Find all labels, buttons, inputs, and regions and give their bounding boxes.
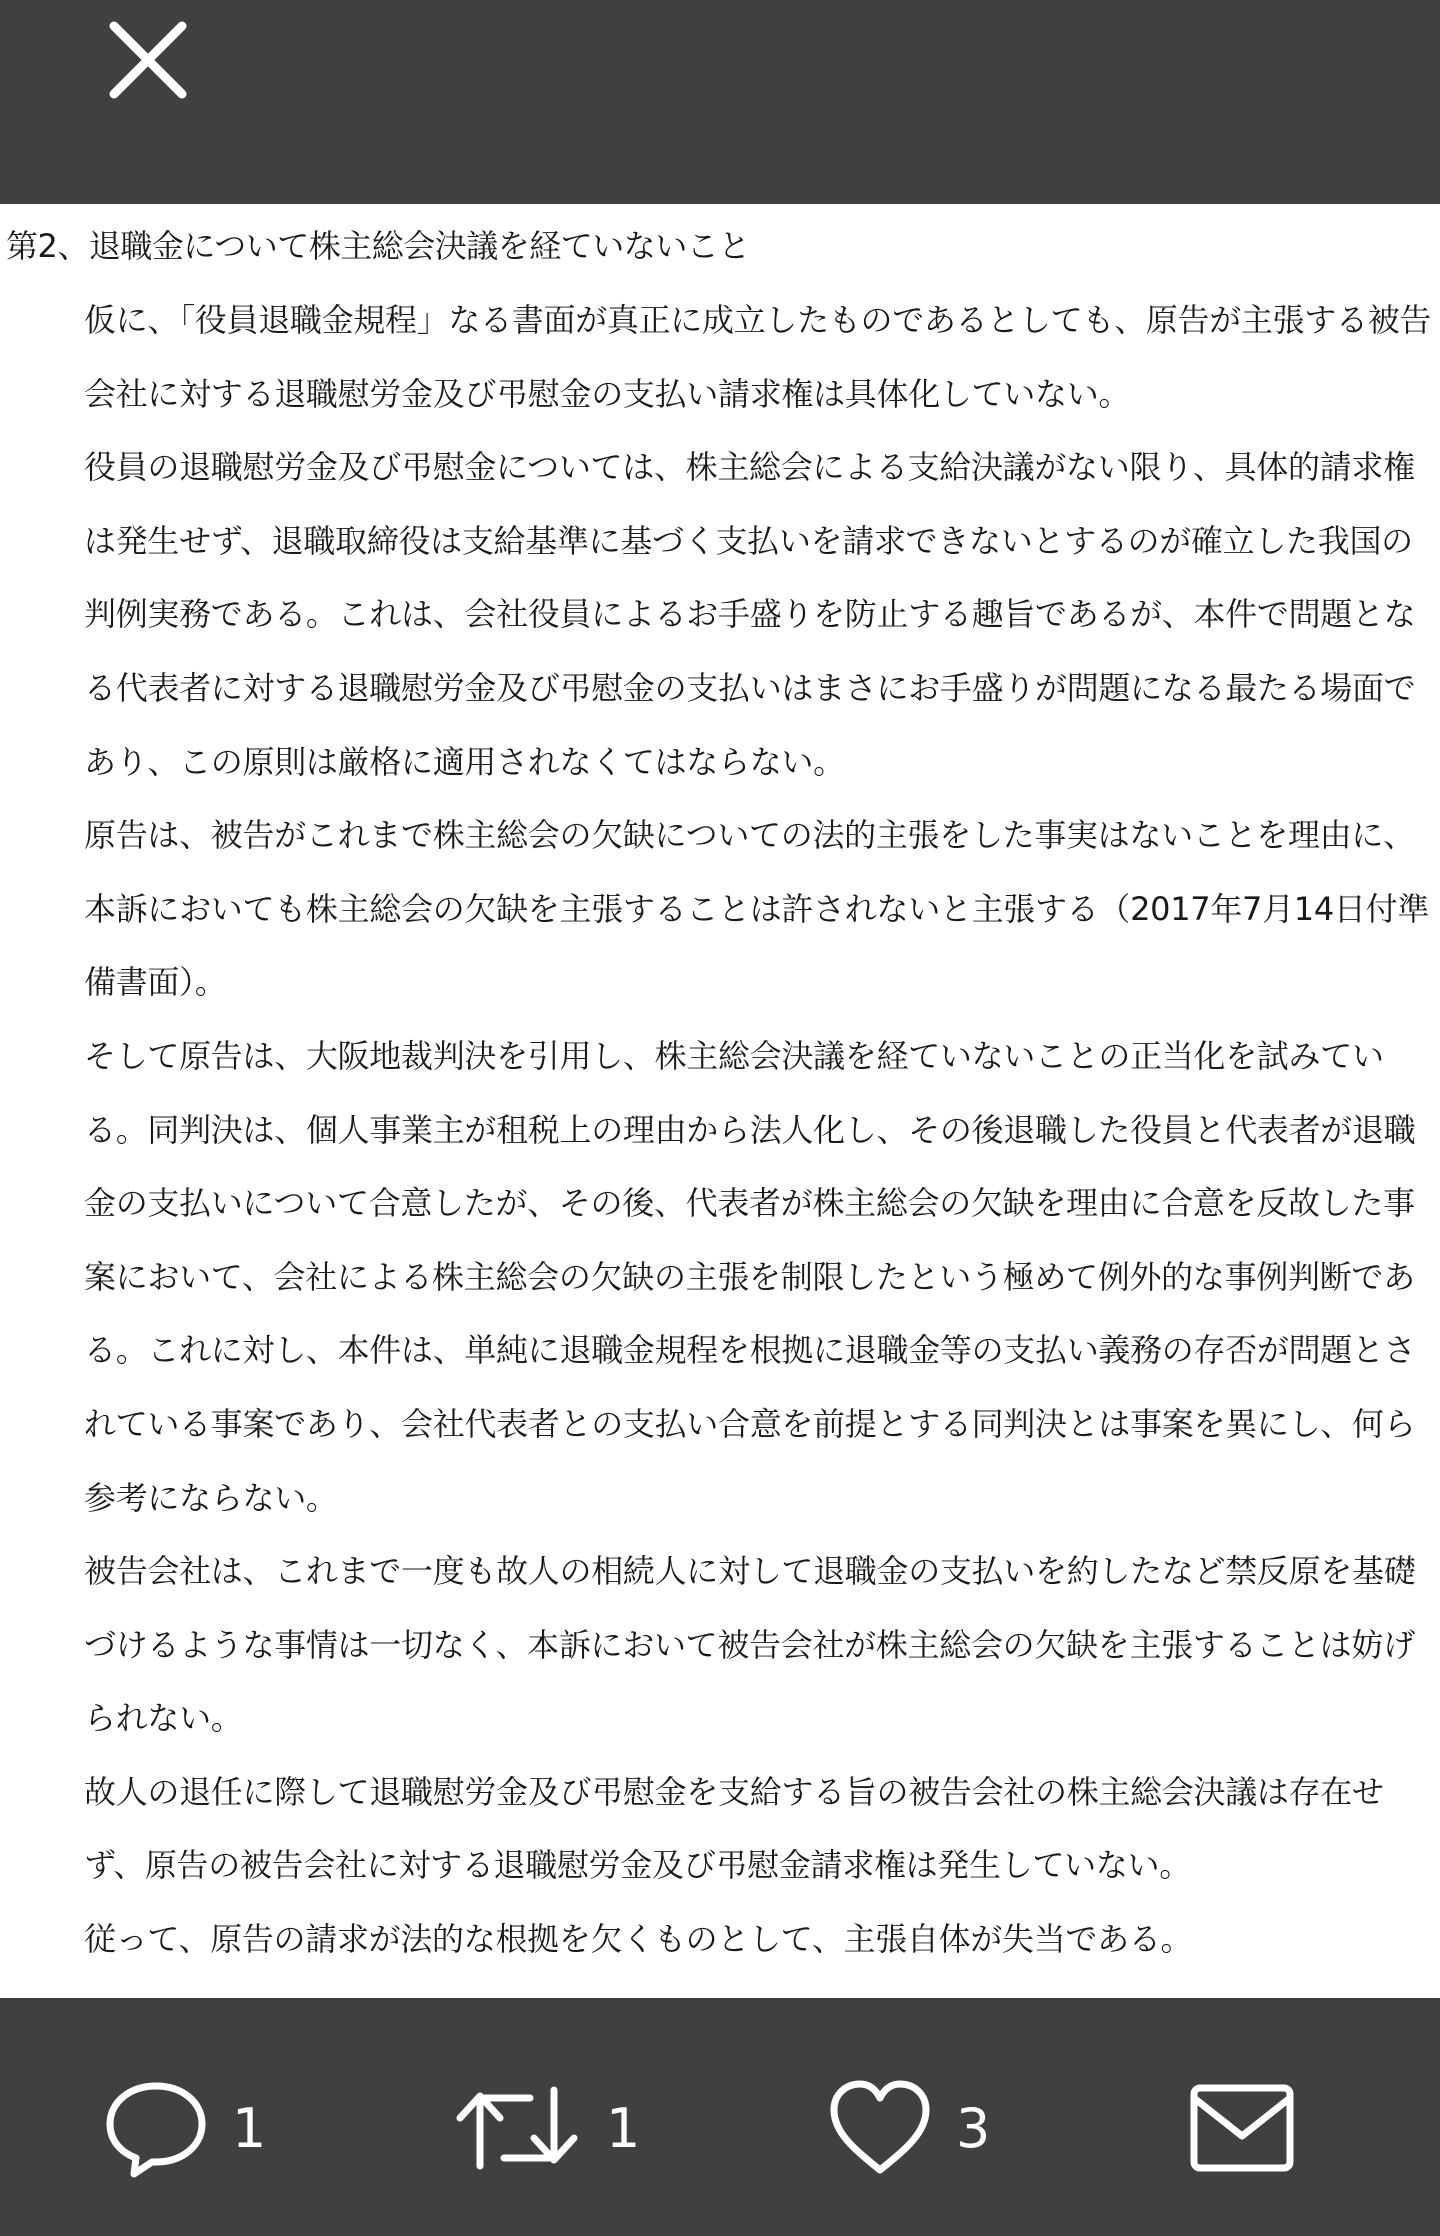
mail-icon <box>1188 2078 1296 2178</box>
reply-icon <box>104 2078 208 2178</box>
reply-count: 1 <box>232 2096 267 2160</box>
top-bar <box>0 0 1440 204</box>
share-via-mail-button[interactable] <box>1188 2078 1296 2178</box>
document-heading: 第2、退職金について株主総会決議を経ていないこと <box>6 227 750 265</box>
paragraph: 原告は、被告がこれまで株主総会の欠缺についての法的主張をした事実はないことを理由に、本訴においても株主総会の欠缺を主張することは許されないと主張する（2017年7月14日付準備書面）。 <box>84 816 1430 1002</box>
heart-icon <box>828 2078 932 2178</box>
action-bar <box>0 1998 1440 2236</box>
paragraph: 従って、原告の請求が法的な根拠を欠くものとして、主張自体が失当である。 <box>84 1920 1193 1959</box>
close-icon <box>100 12 196 108</box>
paragraph: 役員の退職慰労金及び弔慰金については、株主総会による支給決議がない限り、具体的請求権は発生せず、退職取締役は支給基準に基づく支払いを請求できないとするのが確立した我国の判例実務である。これは、会社役員によるお手盛りを防止する趣旨であるが、本件で問題となる代表者に対する退職慰労金及び弔慰金の支払いはまさにお手盛りが問題になる最たる場面であり、この原則は厳格に適用されなくてはならない。 <box>84 448 1416 781</box>
document-body <box>84 284 1434 1977</box>
paragraph: そして原告は、大阪地裁判決を引用し、株主総会決議を経ていないことの正当化を試みている。同判決は、個人事業主が租税上の理由から法人化し、その後退職した役員と代表者が退職金の支払いについて合意したが、その後、代表者が株主総会の欠缺を理由に合意を反故した事案において、会社による株主総会の欠缺の主張を制限したという極めて例外的な事例判断である。これに対し、本件は、単純に退職金規程を根拠に退職金等の支払い義務の存否が問題とされている事案であり、会社代表者との支払い合意を前提とする同判決とは事案を異にし、何ら参考にならない。 <box>84 1036 1416 1517</box>
retweet-count: 1 <box>606 2096 641 2160</box>
like-button[interactable] <box>828 2078 990 2178</box>
document-image <box>0 204 1440 1998</box>
paragraph: 被告会社は、これまで一度も故人の相続人に対して退職金の支払いを約したなど禁反原を基礎づけるような事情は一切なく、本訴において被告会社が株主総会の欠缺を主張することは妨げられない。 <box>84 1552 1416 1738</box>
like-count: 3 <box>956 2096 991 2160</box>
paragraph: 仮に、「役員退職金規程」なる書面が真正に成立したものであるとしても、原告が主張する被告会社に対する退職慰労金及び弔慰金の支払い請求権は具体化していない。 <box>84 301 1432 413</box>
paragraph: 故人の退任に際して退職慰労金及び弔慰金を支給する旨の被告会社の株主総会決議は存在せず、原告の被告会社に対する退職慰労金及び弔慰金請求権は発生していない。 <box>84 1772 1384 1885</box>
retweet-button[interactable] <box>452 2078 640 2178</box>
reply-button[interactable] <box>104 2078 266 2178</box>
close-button[interactable] <box>100 12 196 108</box>
retweet-icon <box>452 2078 582 2178</box>
